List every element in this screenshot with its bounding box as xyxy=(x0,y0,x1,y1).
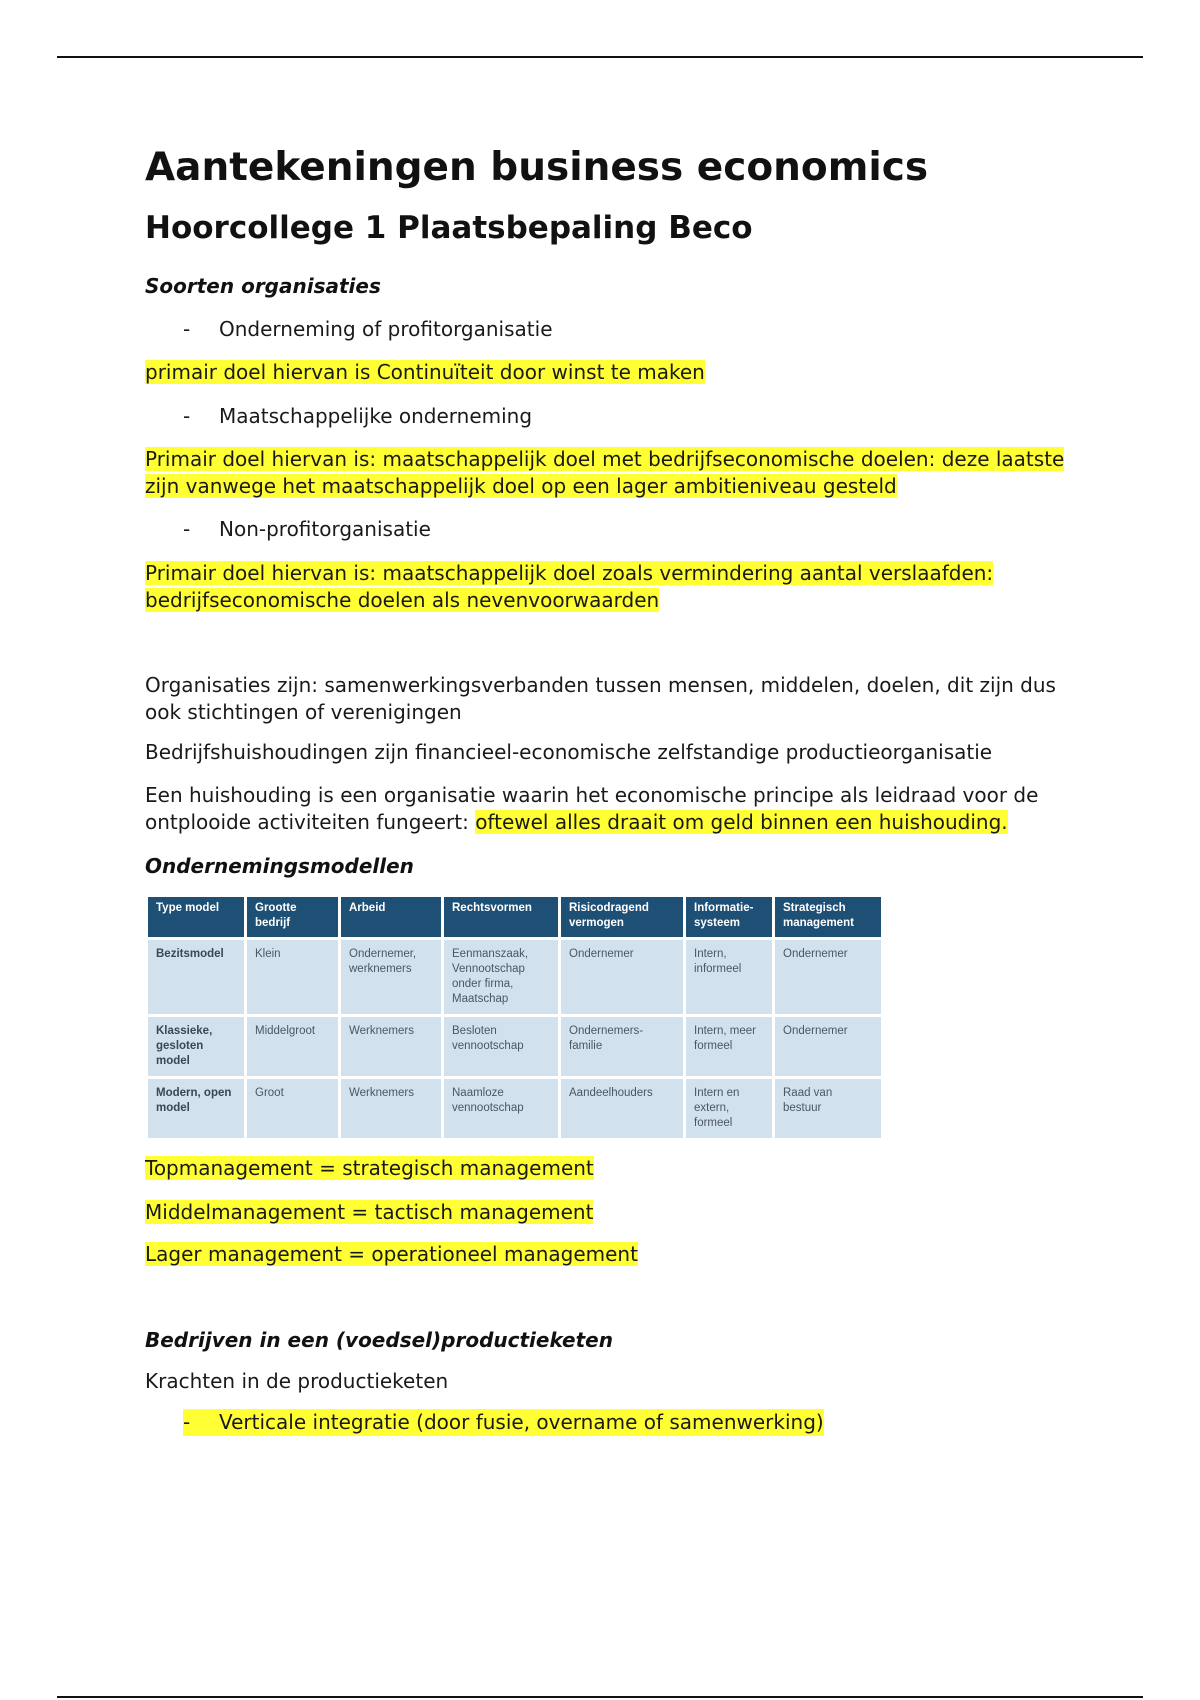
table-row xyxy=(148,940,881,1014)
document-title: Aantekeningen business economics xyxy=(145,145,929,190)
heading-productieketen: Bedrijven in een (voedsel)productieketen xyxy=(145,1328,613,1352)
bullet-profitorganisatie xyxy=(183,316,1085,343)
table-header-cell: Informatie-systeem xyxy=(686,897,772,937)
table-row xyxy=(148,1079,881,1138)
bullet-verticale-integratie xyxy=(183,1409,1085,1436)
highlight: primair doel hiervan is Continuïteit door winst te maken xyxy=(145,360,705,384)
table-cell: Bezitsmodel xyxy=(148,940,244,1014)
paragraph-krachten: Krachten in de productieketen xyxy=(145,1369,449,1393)
table-cell: Klein xyxy=(247,940,338,1014)
management-middle xyxy=(145,1199,1085,1226)
table-header-cell: Type model xyxy=(148,897,244,937)
table-cell: Ondernemer xyxy=(775,940,881,1014)
note-profit xyxy=(145,359,1085,386)
table-cell: Raad van bestuur xyxy=(775,1079,881,1138)
table-cell: Intern en extern, formeel xyxy=(686,1079,772,1138)
table-cell: Modern, open model xyxy=(148,1079,244,1138)
bullet-dash: - xyxy=(183,404,191,428)
table-cell: Eenmanszaak, Vennootschap onder firma, Maatschap xyxy=(444,940,558,1014)
table-cell: Ondernemer xyxy=(561,940,683,1014)
highlight: Lager management = operationeel management xyxy=(145,1242,638,1266)
highlight: Topmanagement = strategisch management xyxy=(145,1156,594,1180)
highlight: zijn vanwege het maatschappelijk doel op een lager ambitieniveau gesteld xyxy=(145,474,897,498)
table-header-cell: Risicodragend vermogen xyxy=(561,897,683,937)
table-cell: Klassieke, gesloten model xyxy=(148,1017,244,1076)
bullet-text: Non-profitorganisatie xyxy=(219,517,431,541)
table-cell: Werknemers xyxy=(341,1079,441,1138)
management-top xyxy=(145,1155,1085,1182)
bullet-text: Verticale integratie (door fusie, overname of samenwerking) xyxy=(219,1410,824,1434)
bullet-text: Onderneming of profitorganisatie xyxy=(219,317,553,341)
table-row xyxy=(148,1017,881,1076)
table-cell: Intern, informeel xyxy=(686,940,772,1014)
table-cell: Besloten vennootschap xyxy=(444,1017,558,1076)
table-header-cell: Arbeid xyxy=(341,897,441,937)
paragraph-line: Een huishouding is een organisatie waarin het economische principe als leidraad voor de xyxy=(145,783,1039,807)
table-cell: Werknemers xyxy=(341,1017,441,1076)
table-header-row xyxy=(148,897,881,937)
bullet-text: Maatschappelijke onderneming xyxy=(219,404,533,428)
highlight: Primair doel hiervan is: maatschappelijk doel met bedrijfseconomische doelen: deze laatste xyxy=(145,447,1065,471)
table-cell: Naamloze vennootschap xyxy=(444,1079,558,1138)
paragraph-line: ontplooide activiteiten fungeert: xyxy=(145,810,476,834)
management-lower xyxy=(145,1241,1085,1268)
paragraph-line: Organisaties zijn: samenwerkingsverbanden tussen mensen, middelen, doelen, dit zijn dus xyxy=(145,673,1056,697)
paragraph-line: ook stichtingen of verenigingen xyxy=(145,700,462,724)
paragraph-bedrijfshuishoudingen: Bedrijfshuishoudingen zijn financieel-economische zelfstandige productieorganisatie xyxy=(145,740,993,764)
table-cell: Intern, meer formeel xyxy=(686,1017,772,1076)
bullet-dash: - xyxy=(183,517,191,541)
table-cell: Groot xyxy=(247,1079,338,1138)
note-non-profit xyxy=(145,560,1085,614)
table-cell: Aandeelhouders xyxy=(561,1079,683,1138)
bottom-rule xyxy=(57,1696,1143,1698)
table-cell: Ondernemer, werknemers xyxy=(341,940,441,1014)
table-cell: Middelgroot xyxy=(247,1017,338,1076)
highlight: oftewel alles draait om geld binnen een huishouding. xyxy=(475,810,1008,834)
heading-soorten-organisaties: Soorten organisaties xyxy=(145,274,381,298)
heading-ondernemingsmodellen: Ondernemingsmodellen xyxy=(145,854,414,878)
bullet-non-profit xyxy=(183,516,1085,543)
table-header-cell: Rechtsvormen xyxy=(444,897,558,937)
lecture-title: Hoorcollege 1 Plaatsbepaling Beco xyxy=(145,210,753,246)
highlight: bedrijfseconomische doelen als nevenvoorwaarden xyxy=(145,588,660,612)
highlight: Primair doel hiervan is: maatschappelijk doel zoals vermindering aantal verslaafden: xyxy=(145,561,994,585)
top-rule xyxy=(57,56,1143,58)
ondernemingsmodellen-table xyxy=(145,894,884,1141)
document-page xyxy=(145,140,1085,1436)
table-cell: Ondernemer xyxy=(775,1017,881,1076)
bullet-dash: - xyxy=(183,317,191,341)
bullet-maatschappelijke-onderneming xyxy=(183,403,1085,430)
table-header-cell: Grootte bedrijf xyxy=(247,897,338,937)
highlight: Middelmanagement = tactisch management xyxy=(145,1200,594,1224)
paragraph-organisaties xyxy=(145,672,1085,726)
note-maatschappelijk xyxy=(145,446,1085,500)
table-header-cell: Strategisch management xyxy=(775,897,881,937)
paragraph-huishouding xyxy=(145,782,1085,836)
bullet-dash: - xyxy=(183,1409,219,1436)
table-cell: Ondernemers-familie xyxy=(561,1017,683,1076)
